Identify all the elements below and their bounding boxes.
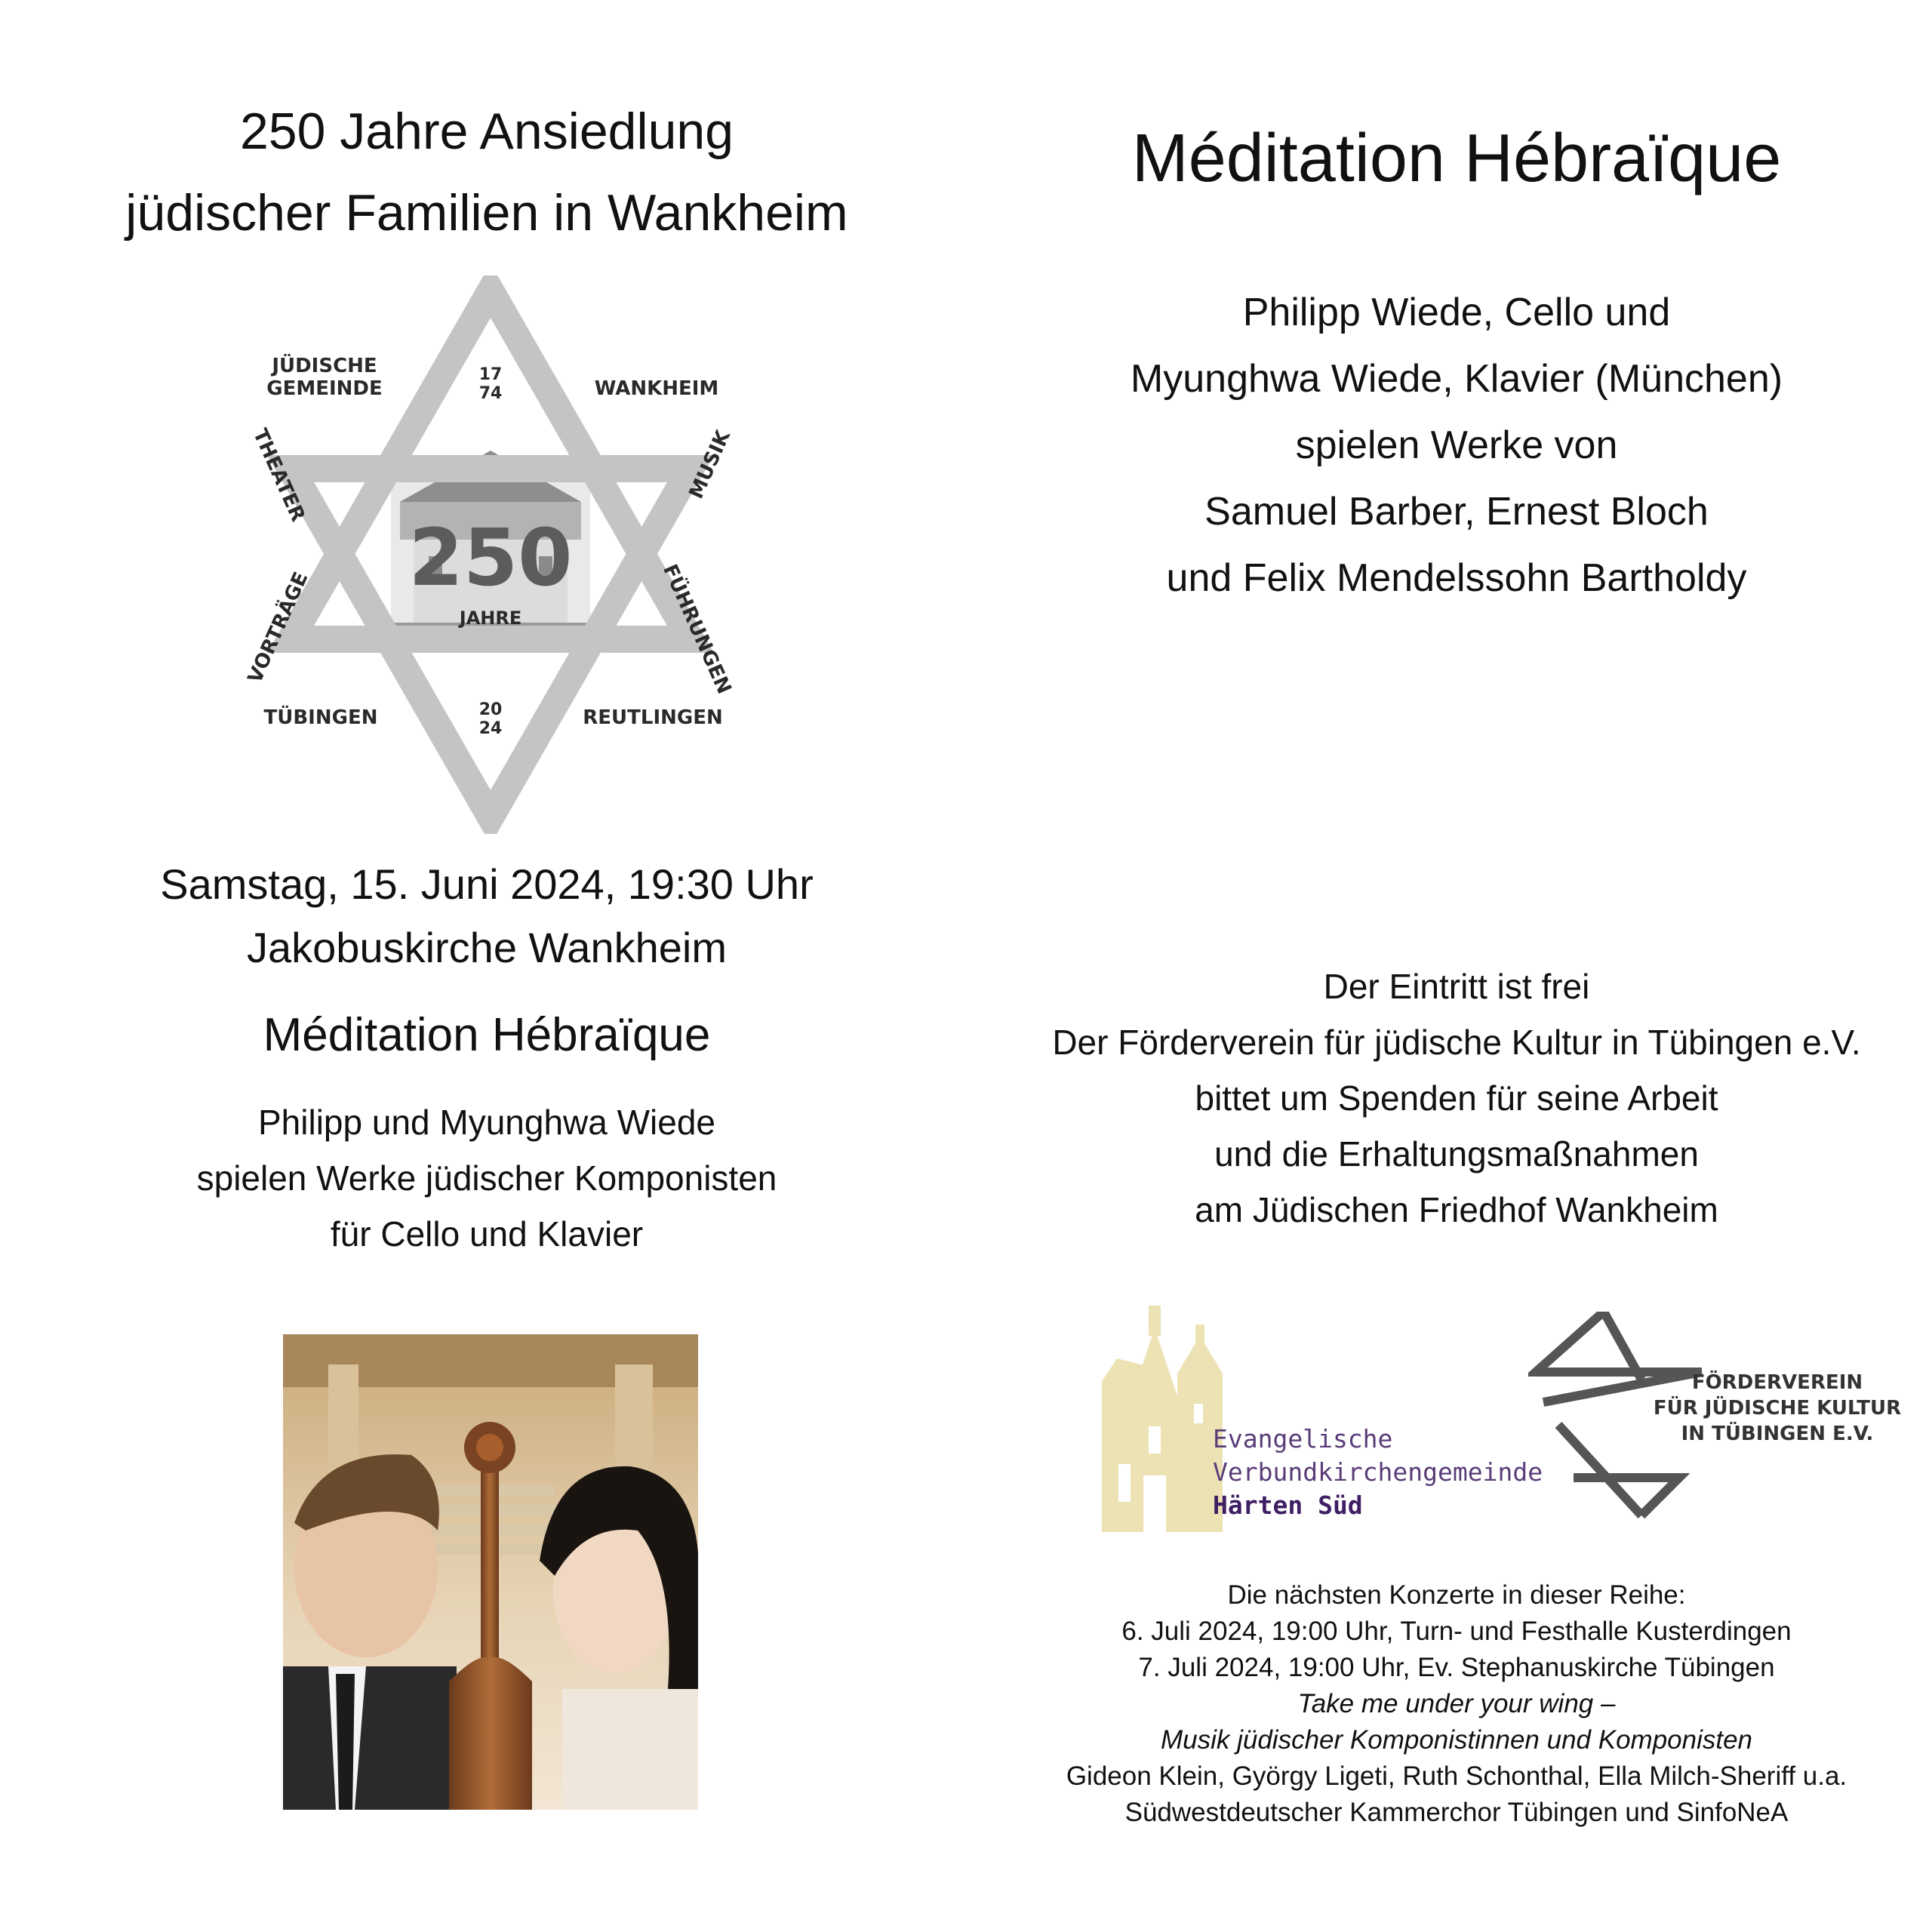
event-venue: Jakobuskirche Wankheim bbox=[247, 924, 727, 971]
church-name-line-2: Verbundkirchengemeinde bbox=[1213, 1457, 1543, 1487]
label-year-start-1: 17 bbox=[478, 365, 503, 384]
label-juedische: JÜDISCHE bbox=[272, 355, 377, 377]
performer-line-5: und Felix Mendelssohn Bartholdy bbox=[1166, 556, 1747, 600]
description-line-2: spielen Werke jüdischer Komponisten bbox=[196, 1158, 777, 1198]
description-line-3: für Cello und Klavier bbox=[330, 1214, 644, 1254]
entry-line-3: bittet um Spenden für seine Arbeit bbox=[1195, 1078, 1718, 1118]
performer-line-1: Philipp Wiede, Cello und bbox=[1242, 291, 1671, 334]
label-reutlingen: REUTLINGEN bbox=[583, 706, 723, 729]
label-250: 250 bbox=[408, 512, 573, 604]
label-musik: MUSIK bbox=[685, 427, 735, 503]
label-theater: THEATER bbox=[248, 425, 309, 525]
title-line-2: jüdischer Familien in Wankheim bbox=[125, 184, 848, 242]
foerderverein-logo bbox=[1528, 1312, 1921, 1523]
concert-description bbox=[45, 1094, 928, 1262]
church-name-line-3: Härten Süd bbox=[1213, 1491, 1363, 1520]
event-date-venue bbox=[45, 853, 928, 980]
label-gemeinde: GEMEINDE bbox=[266, 377, 383, 400]
entry-line-1: Der Eintritt ist frei bbox=[1323, 967, 1590, 1006]
verein-line-1: FÖRDERVEREIN bbox=[1691, 1371, 1863, 1394]
church-logo-text bbox=[1213, 1423, 1543, 1522]
concert-title-right: Méditation Hébraïque bbox=[1131, 121, 1782, 196]
label-vortraege: VORTRÄGE bbox=[243, 568, 313, 687]
label-tuebingen: TÜBINGEN bbox=[263, 706, 378, 729]
anniversary-star-logo bbox=[226, 275, 755, 834]
description-line-1: Philipp und Myunghwa Wiede bbox=[257, 1103, 716, 1142]
program-title-1: Take me under your wing – bbox=[1297, 1689, 1616, 1718]
label-year-end-2: 24 bbox=[478, 719, 503, 738]
verein-line-3: IN TÜBINGEN E.V. bbox=[1681, 1423, 1874, 1445]
program-ensembles: Südwestdeutscher Kammerchor Tübingen und SinfoNeA bbox=[1124, 1798, 1789, 1827]
entry-donation-info bbox=[981, 958, 1932, 1238]
program-title-2: Musik jüdischer Komponistinnen und Komponisten bbox=[1160, 1725, 1753, 1755]
performer-line-2: Myunghwa Wiede, Klavier (München) bbox=[1130, 357, 1783, 401]
event-date: Samstag, 15. Juni 2024, 19:30 Uhr bbox=[160, 860, 814, 908]
entry-line-5: am Jüdischen Friedhof Wankheim bbox=[1195, 1190, 1718, 1229]
performer-line-4: Samuel Barber, Ernest Bloch bbox=[1204, 490, 1709, 534]
entry-line-2: Der Förderverein für jüdische Kultur in Tübingen e.V. bbox=[1052, 1023, 1861, 1062]
concert-title-left: Méditation Hébraïque bbox=[263, 1009, 711, 1061]
next-concerts bbox=[981, 1577, 1932, 1831]
label-jahre: JAHRE bbox=[459, 608, 522, 629]
church-name-line-1: Evangelische bbox=[1213, 1424, 1393, 1454]
label-wankheim: WANKHEIM bbox=[594, 377, 719, 400]
event-series-title bbox=[45, 91, 928, 254]
title-line-1: 250 Jahre Ansiedlung bbox=[239, 103, 734, 160]
performer-line-3: spielen Werke von bbox=[1295, 423, 1618, 467]
label-year-start-2: 74 bbox=[478, 384, 503, 403]
label-year-end-1: 20 bbox=[478, 700, 503, 719]
next-concert-date-1: 6. Juli 2024, 19:00 Uhr, Turn- und Festhalle Kusterdingen bbox=[1121, 1617, 1792, 1646]
entry-line-4: und die Erhaltungsmaßnahmen bbox=[1214, 1134, 1699, 1174]
performer-info bbox=[981, 279, 1932, 611]
next-concert-date-2: 7. Juli 2024, 19:00 Uhr, Ev. Stephanuskirche Tübingen bbox=[1138, 1653, 1775, 1682]
artist-photo bbox=[283, 1334, 698, 1810]
next-concerts-heading: Die nächsten Konzerte in dieser Reihe: bbox=[1227, 1580, 1686, 1610]
program-composers: Gideon Klein, György Ligeti, Ruth Schonthal, Ella Milch-Sheriff u.a. bbox=[1066, 1761, 1847, 1791]
verein-line-2: FÜR JÜDISCHE KULTUR bbox=[1653, 1397, 1902, 1420]
label-fuehrungen: FÜHRUNGEN bbox=[658, 561, 736, 698]
